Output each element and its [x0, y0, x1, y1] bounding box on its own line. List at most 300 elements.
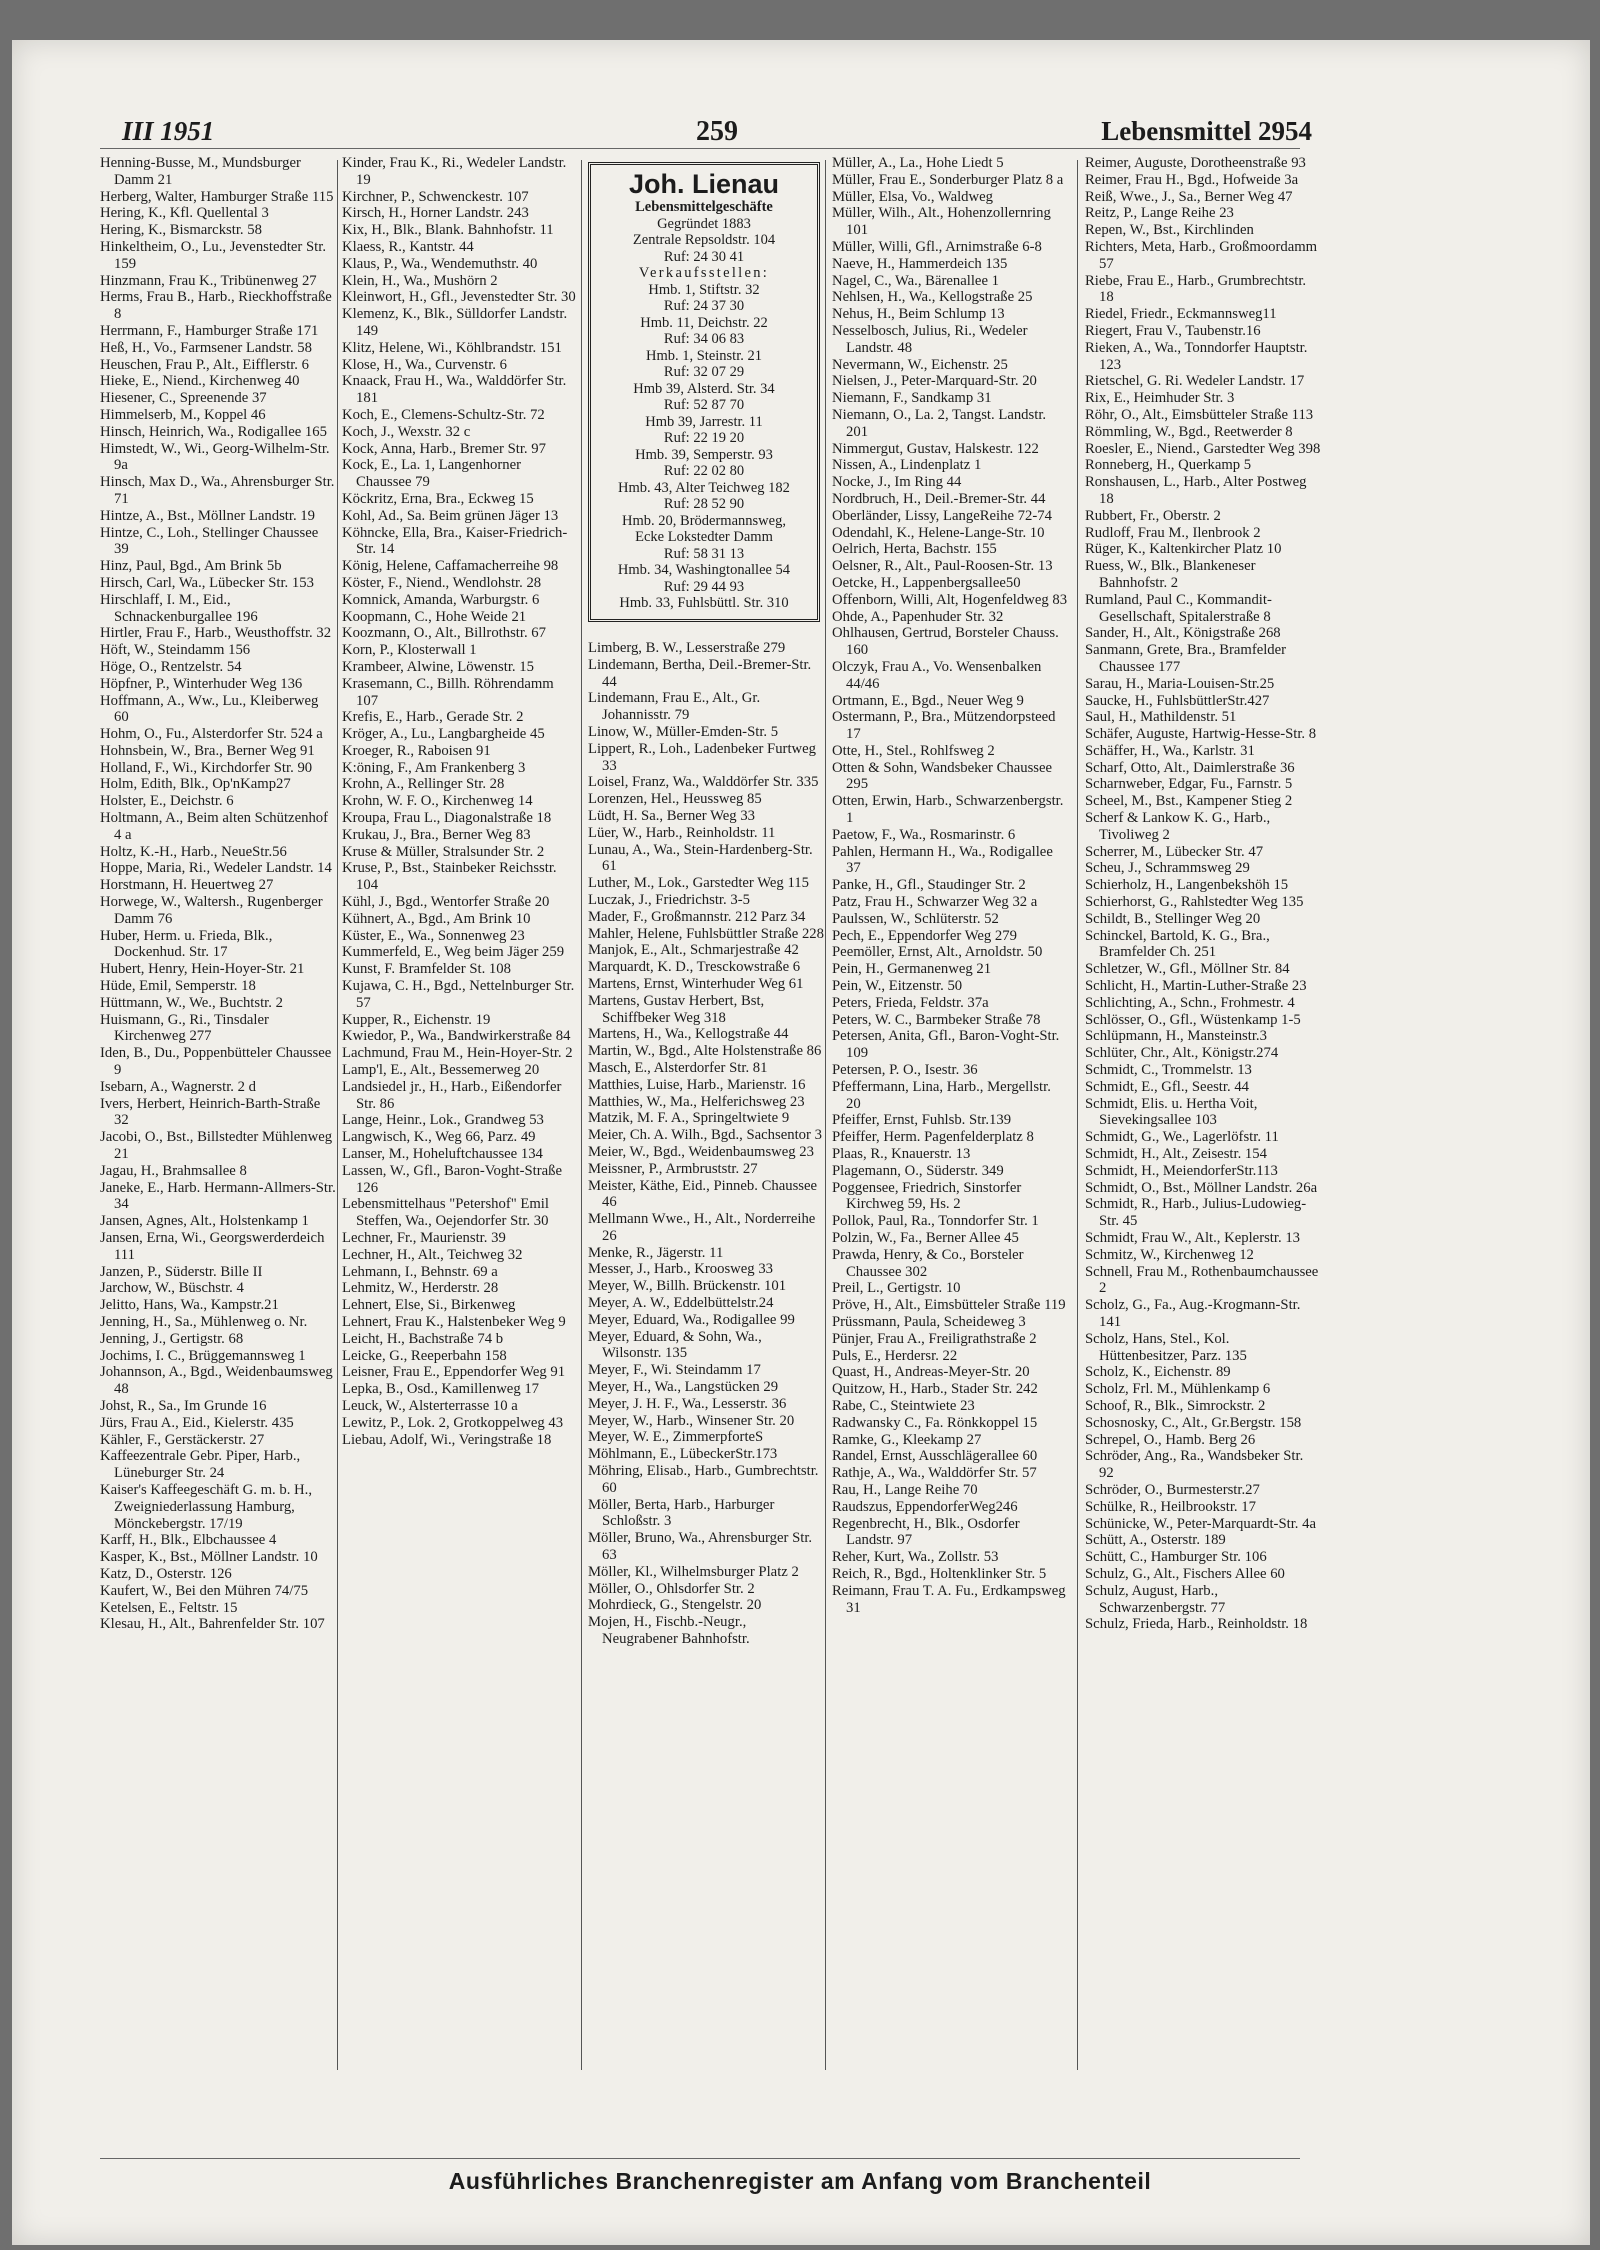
directory-entry: Meyer, Eduard, Wa., Rodigallee 99 [588, 1311, 795, 1328]
directory-entry: Leicke, G., Reeperbahn 158 [342, 1347, 507, 1364]
directory-entry: Hinzmann, Frau K., Tribünenweg 27 [100, 272, 317, 289]
directory-entry: Henning-Busse, M., Mundsburger Damm 21 [100, 155, 301, 188]
directory-entry: Menke, R., Jägerstr. 11 [588, 1244, 724, 1261]
directory-entry: Kock, Anna, Harb., Bremer Str. 97 [342, 440, 546, 457]
directory-entry: Raudszus, EppendorferWeg246 [832, 1498, 1018, 1515]
directory-entry: Rau, H., Lange Reihe 70 [832, 1481, 978, 1498]
directory-entry: Matthies, W., Ma., Helferichsweg 23 [588, 1093, 805, 1110]
directory-entry: Koozmann, O., Alt., Billrothstr. 67 [342, 625, 546, 642]
directory-entry: K:öning, F., Am Frankenberg 3 [342, 759, 526, 776]
directory-entry: Odendahl, K., Helene-Lange-Str. 10 [832, 524, 1045, 541]
ad-address-line: Hmb. 20, Brödermannsweg, [622, 512, 786, 529]
ad-address-line: Hmb 39, Alsterd. Str. 34 [633, 380, 775, 397]
directory-entry: Scharf, Otto, Alt., Daimlerstraße 36 [1085, 759, 1295, 776]
directory-entry: Möller, Berta, Harb., Harburger Schloßstr. 3 [588, 1496, 775, 1530]
directory-entry: Nocke, J., Im Ring 44 [832, 474, 962, 491]
directory-entry: Krohn, W. F. O., Kirchenweg 14 [342, 793, 533, 810]
directory-entry: Scholz, K., Eichenstr. 89 [1085, 1364, 1231, 1381]
directory-entry: Müller, Elsa, Vo., Waldweg [832, 188, 993, 205]
directory-entry: Küster, E., Wa., Sonnenweg 23 [342, 927, 525, 944]
directory-entry: Hohm, O., Fu., Alsterdorfer Str. 524 a [100, 726, 323, 743]
directory-entry: Prawda, Henry, & Co., Borsteler Chaussee 302 [832, 1246, 1024, 1280]
directory-entry: Köster, F., Niend., Wendlohstr. 28 [342, 574, 542, 591]
directory-entry: Schülke, R., Heilbrookstr. 17 [1085, 1498, 1256, 1515]
directory-entry: Lehnert, Else, Si., Birkenweg [342, 1297, 516, 1314]
directory-entry: Puls, E., Herdersr. 22 [832, 1347, 958, 1364]
directory-entry: Kohl, Ad., Sa. Beim grünen Jäger 13 [342, 507, 559, 524]
directory-entry: Klaus, P., Wa., Wendemuthstr. 40 [342, 255, 538, 272]
directory-entry: Lippert, R., Loh., Ladenbeker Furtweg 33 [588, 740, 817, 774]
directory-entry: Polzin, W., Fa., Berner Allee 45 [832, 1230, 1019, 1246]
directory-entry: Lange, Heinr., Lok., Grandweg 53 [342, 1112, 544, 1129]
directory-entry: Kujawa, C. H., Bgd., Nettelnburger Str. 57 [342, 978, 575, 1011]
directory-entry: Lassen, W., Gfl., Baron-Voght-Straße 126 [342, 1162, 563, 1196]
directory-entry: Schoof, R., Blk., Simrockstr. 2 [1085, 1397, 1266, 1414]
directory-entry: Quast, H., Andreas-Meyer-Str. 20 [832, 1364, 1030, 1381]
directory-entry: Lamp'l, E., Alt., Bessemerweg 20 [342, 1062, 540, 1079]
directory-entry: Müller, Willi, Gfl., Arnimstraße 6-8 [832, 238, 1042, 255]
directory-entry: Plagemann, O., Süderstr. 349 [832, 1162, 1004, 1179]
directory-entry: Pröve, H., Alt., Eimsbütteler Straße 119 [832, 1297, 1066, 1314]
directory-entry: Reher, Kurt, Wa., Zollstr. 53 [832, 1549, 999, 1566]
directory-entry: Kaufert, W., Bei den Mühren 74/75 [100, 1582, 309, 1599]
ad-address-line: Hmb. 1, Stiftstr. 32 [648, 281, 760, 298]
directory-entry: Ohde, A., Papenhuder Str. 32 [832, 608, 1004, 625]
directory-entry: Krukau, J., Bra., Berner Weg 83 [342, 826, 531, 843]
ad-address-line: Hmb 39, Jarrestr. 11 [645, 413, 763, 430]
directory-entry: Rathje, A., Wa., Walddörfer Str. 57 [832, 1465, 1037, 1482]
directory-entry: Jansen, Erna, Wi., Georgswerderdeich 111 [100, 1230, 325, 1263]
directory-entry: Limberg, B. W., Lesserstraße 279 [588, 640, 786, 656]
directory-entry: Schmidt, G., We., Lagerlöfstr. 11 [1085, 1129, 1279, 1146]
directory-entry: Schütt, A., Osterstr. 189 [1085, 1532, 1226, 1549]
directory-entry: Matthies, Luise, Harb., Marienstr. 16 [588, 1076, 806, 1093]
top-rule [100, 148, 1300, 149]
column-rule [581, 160, 582, 2070]
directory-entry: Höpfner, P., Winterhuder Weg 136 [100, 675, 303, 692]
directory-entry: Ramke, G., Kleekamp 27 [832, 1431, 982, 1448]
directory-entry: Lepka, B., Osd., Kamillenweg 17 [342, 1381, 540, 1398]
directory-entry: Meyer, W., Harb., Winsener Str. 20 [588, 1412, 795, 1429]
listing-column-1 [100, 155, 336, 1633]
directory-entry: Repen, W., Bst., Kirchlinden [1085, 222, 1254, 239]
directory-entry: Schünicke, W., Peter-Marquardt-Str. 4a [1085, 1515, 1316, 1532]
directory-entry: Koch, J., Wexstr. 32 c [342, 423, 471, 440]
directory-entry: Kruse & Müller, Stralsunder Str. 2 [342, 843, 545, 860]
directory-entry: Höft, W., Steindamm 156 [100, 642, 251, 659]
directory-entry: Schlicht, H., Martin-Luther-Straße 23 [1085, 978, 1307, 995]
directory-entry: Karff, H., Blk., Elbchaussee 4 [100, 1532, 277, 1549]
directory-entry: Ronshausen, L., Harb., Alter Postweg 18 [1085, 474, 1307, 507]
directory-entry: Herms, Frau B., Harb., Rieckhoffstraße 8 [100, 289, 332, 323]
directory-entry: Ohlhausen, Gertrud, Borsteler Chauss. 160 [832, 625, 1059, 659]
directory-entry: Kleinwort, H., Gfl., Jevenstedter Str. 30 [342, 289, 576, 306]
directory-entry: Hirsch, Carl, Wa., Lübecker Str. 153 [100, 574, 314, 591]
directory-entry: Prüssmann, Paula, Scheideweg 3 [832, 1313, 1026, 1330]
directory-entry: Schulz, G., Alt., Fischers Allee 60 [1085, 1565, 1285, 1582]
directory-entry: Meister, Käthe, Eid., Pinneb. Chaussee 46 [588, 1177, 818, 1211]
column-rule [825, 160, 826, 2070]
directory-entry: Lunau, A., Wa., Stein-Hardenberg-Str. 61 [588, 841, 813, 875]
directory-entry: Luther, M., Lok., Garstedter Weg 115 [588, 875, 809, 892]
directory-entry: Jarchow, W., Büschstr. 4 [100, 1280, 244, 1297]
directory-entry: Martin, W., Bgd., Alte Holstenstraße 86 [588, 1043, 822, 1060]
directory-entry: Niemann, O., La. 2, Tangst. Landstr. 201 [832, 406, 1047, 440]
directory-entry: Reich, R., Bgd., Holtenklinker Str. 5 [832, 1565, 1047, 1582]
directory-entry: Langwisch, K., Weg 66, Parz. 49 [342, 1129, 536, 1146]
ad-address-line: Ruf: 22 19 20 [663, 430, 745, 446]
directory-entry: Scherf & Lankow K. G., Harb., Tivoliweg 2 [1085, 810, 1271, 843]
directory-entry: Lanser, M., Hoheluftchaussee 134 [342, 1146, 543, 1163]
ad-address-line: Ruf: 52 87 70 [663, 397, 745, 413]
ad-tagline: Lebensmittelgeschäfte [635, 199, 773, 215]
directory-entry: Hirschlaff, I. M., Eid., Schnackenburgallee 196 [100, 591, 258, 625]
directory-entry: Oelsner, R., Alt., Paul-Roosen-Str. 13 [832, 558, 1053, 575]
directory-entry: Möller, Kl., Wilhelmsburger Platz 2 [588, 1563, 799, 1580]
directory-entry: Nagel, C., Wa., Bärenallee 1 [832, 272, 999, 289]
directory-entry: Nielsen, J., Peter-Marquard-Str. 20 [832, 373, 1037, 390]
directory-entry: Heß, H., Vo., Farmsener Landstr. 58 [100, 339, 312, 356]
directory-entry: Randel, Ernst, Ausschlägerallee 60 [832, 1448, 1038, 1465]
directory-entry: Möhring, Elisab., Harb., Gumbrechtstr. 60 [588, 1463, 819, 1496]
directory-entry: Masch, E., Alsterdorfer Str. 81 [588, 1059, 768, 1076]
directory-entry: Petersen, Anita, Gfl., Baron-Voght-Str. 109 [832, 1028, 1060, 1062]
directory-entry: Schildt, B., Stellinger Weg 20 [1085, 910, 1261, 927]
directory-entry: Nissen, A., Lindenplatz 1 [832, 457, 982, 474]
directory-entry: Riebe, Frau E., Harb., Grumbrechtstr. 18 [1085, 272, 1307, 306]
directory-entry: Pein, W., Eitzenstr. 50 [832, 978, 963, 995]
directory-entry: Schmidt, H., Alt., Zeisestr. 154 [1085, 1146, 1267, 1163]
directory-entry: Peters, W. C., Barmbeker Straße 78 [832, 1011, 1041, 1028]
directory-entry: Nordbruch, H., Deil.-Bremer-Str. 44 [832, 490, 1046, 507]
directory-entry: Otten & Sohn, Wandsbeker Chaussee 295 [832, 759, 1053, 793]
ad-founded: Gegründet 1883 [657, 215, 751, 232]
directory-entry: Messer, J., Harb., Kroosweg 33 [588, 1261, 774, 1278]
directory-entry: Niemann, F., Sandkamp 31 [832, 390, 992, 407]
directory-entry: Pein, H., Germanenweg 21 [832, 961, 992, 978]
directory-entry: Poggensee, Friedrich, Sinstorfer Kirchweg 59, Hs. 2 [832, 1179, 1022, 1213]
directory-entry: Mohrdieck, G., Stengelstr. 20 [588, 1597, 762, 1614]
directory-entry: Müller, Wilh., Alt., Hohenzollernring 101 [832, 205, 1051, 239]
directory-entry: Kix, H., Blk., Blank. Bahnhofstr. 11 [342, 222, 554, 239]
ad-address-line: Ruf: 34 06 83 [663, 331, 745, 347]
directory-entry: Himmelserb, M., Koppel 46 [100, 406, 266, 423]
directory-entry: Nimmergut, Gustav, Halskestr. 122 [832, 440, 1039, 457]
directory-entry: Ortmann, E., Bgd., Neuer Weg 9 [832, 692, 1024, 709]
listing-column-4 [832, 155, 1068, 1616]
page-header [122, 116, 1312, 156]
directory-entry: Schmidt, E., Gfl., Seestr. 44 [1085, 1078, 1250, 1095]
directory-entry: Lüer, W., Harb., Reinholdstr. 11 [588, 824, 776, 841]
directory-entry: Hoffmann, A., Ww., Lu., Kleiberweg 60 [100, 692, 319, 726]
directory-entry: Lorenzen, Hel., Heussweg 85 [588, 791, 762, 808]
directory-entry: Paulssen, W., Schlüterstr. 52 [832, 910, 999, 927]
footer-notice: Ausführliches Branchenregister am Anfang vom Branchenteil [448, 2168, 1152, 2194]
directory-entry: Meyer, W., Billh. Brückenstr. 101 [588, 1278, 787, 1295]
directory-entry: Holland, F., Wi., Kirchdorfer Str. 90 [100, 759, 313, 776]
directory-entry: Preil, L., Gertigstr. 10 [832, 1280, 961, 1297]
directory-entry: Rubbert, Fr., Oberstr. 2 [1085, 507, 1221, 524]
directory-entry: Kwiedor, P., Wa., Bandwirkerstraße 84 [342, 1028, 571, 1045]
ad-address-line: Ruf: 29 44 93 [663, 578, 745, 595]
ad-address-line: Zentrale Repsoldstr. 104 [632, 232, 776, 248]
directory-entry: Luczak, J., Friedrichstr. 3-5 [588, 891, 750, 908]
directory-entry: Olczyk, Frau A., Vo. Wensenbalken 44/46 [832, 658, 1042, 692]
ad-address-line: Ruf: 22 02 80 [663, 463, 745, 479]
directory-entry: Lüdt, H. Sa., Berner Weg 33 [588, 807, 756, 824]
column-rule [337, 160, 338, 2070]
directory-entry: Naeve, H., Hammerdeich 135 [832, 255, 1008, 272]
directory-entry: Meyer, J. H. F., Wa., Lesserstr. 36 [588, 1395, 787, 1412]
directory-entry: Meier, W., Bgd., Weidenbaumsweg 23 [588, 1143, 814, 1160]
directory-entry: Hintze, A., Bst., Möllner Landstr. 19 [100, 507, 315, 524]
directory-entry: Mojen, H., Fischb.-Neugr., Neugrabener Bahnhofstr. [588, 1614, 750, 1648]
ad-address-line: Hmb. 33, Fuhlsbüttl. Str. 310 [619, 595, 789, 611]
directory-entry: Kähler, F., Gerstäckerstr. 27 [100, 1431, 265, 1448]
directory-entry: Pfeiffer, Ernst, Fuhlsb. Str.139 [832, 1112, 1012, 1129]
directory-entry: Klitz, Helene, Wi., Köhlbrandstr. 151 [342, 339, 562, 356]
directory-entry: Johst, R., Sa., Im Grunde 16 [100, 1397, 267, 1414]
directory-entry: Lachmund, Frau M., Hein-Hoyer-Str. 2 [342, 1045, 573, 1062]
directory-entry: Lewitz, P., Lok. 2, Grotkoppelweg 43 [342, 1414, 564, 1431]
directory-entry: Knaack, Frau H., Wa., Walddörfer Str. 181 [342, 373, 567, 407]
ad-address-line: Ruf: 32 07 29 [663, 364, 745, 380]
directory-entry: Hohnsbein, W., Bra., Berner Weg 91 [100, 742, 315, 759]
directory-entry: Martens, H., Wa., Kellogstraße 44 [588, 1026, 789, 1043]
directory-entry: Jacobi, O., Bst., Billstedter Mühlenweg 21 [100, 1129, 333, 1163]
directory-entry: Riegert, Frau V., Taubenstr.16 [1085, 322, 1261, 339]
directory-entry: Pech, E., Eppendorfer Weg 279 [832, 927, 1017, 944]
directory-entry: Krohn, A., Rellinger Str. 28 [342, 776, 505, 793]
ad-address-line: Hmb. 1, Steinstr. 21 [645, 347, 762, 364]
directory-entry: Hieke, E., Niend., Kirchenweg 40 [100, 373, 300, 390]
directory-entry: Himstedt, W., Wi., Georg-Wilhelm-Str. 9a [100, 440, 330, 474]
directory-entry: Holtmann, A., Beim alten Schützenhof 4 a [100, 810, 329, 843]
directory-entry: Horwege, W., Waltersh., Rugenberger Damm 76 [100, 894, 323, 927]
directory-entry: Kinder, Frau K., Ri., Wedeler Landstr. 19 [342, 155, 567, 188]
directory-entry: Hinz, Paul, Bgd., Am Brink 5b [100, 558, 282, 575]
directory-entry: Martens, Gustav Herbert, Bst, Schiffbeker Weg 318 [588, 992, 765, 1026]
directory-entry: Kock, E., La. 1, Langenhorner Chaussee 79 [342, 457, 522, 491]
directory-entry: Scholz, G., Fa., Aug.-Krogmann-Str. 141 [1085, 1297, 1301, 1330]
directory-entry: Kühl, J., Bgd., Wentorfer Straße 20 [342, 894, 550, 911]
directory-entry: Sanmann, Grete, Bra., Bramfelder Chaussee 177 [1085, 642, 1287, 675]
header-section: Lebensmittel 2954 [1101, 116, 1312, 146]
directory-entry: Reitz, P., Lange Reihe 23 [1085, 205, 1234, 222]
column-rule [1077, 160, 1078, 2070]
directory-entry: Höge, O., Rentzelstr. 54 [100, 658, 242, 675]
directory-entry: Ruess, W., Blk., Blankeneser Bahnhofstr. 2 [1085, 558, 1256, 591]
directory-entry: Klaess, R., Kantstr. 44 [342, 238, 474, 255]
directory-entry: Pahlen, Hermann H., Wa., Rodigallee 37 [832, 843, 1053, 877]
directory-entry: Rix, E., Heimhuder Str. 3 [1085, 390, 1235, 407]
directory-entry: Ronneberg, H., Querkamp 5 [1085, 457, 1252, 474]
directory-entry: Scherrer, M., Lübecker Str. 47 [1085, 843, 1264, 860]
ad-address-line: Ruf: 24 37 30 [663, 298, 745, 314]
directory-entry: Koch, E., Clemens-Schultz-Str. 72 [342, 406, 545, 423]
directory-entry: Jelitto, Hans, Wa., Kampstr.21 [100, 1297, 279, 1314]
directory-entry: Lehmann, I., Behnstr. 69 a [342, 1263, 498, 1280]
directory-entry: Patz, Frau H., Schwarzer Weg 32 a [832, 894, 1038, 911]
directory-entry: Schlüpmann, H., Mansteinstr.3 [1085, 1028, 1267, 1045]
directory-entry: Hinsch, Max D., Wa., Ahrensburger Str. 71 [100, 474, 335, 507]
directory-entry: Schosnosky, C., Alt., Gr.Bergstr. 158 [1085, 1414, 1302, 1431]
directory-entry: Leuck, W., Alsterterrasse 10 a [342, 1397, 518, 1414]
directory-entry: Iden, B., Du., Poppenbütteler Chaussee 9 [100, 1045, 332, 1079]
directory-entry: Hintze, C., Loh., Stellinger Chaussee 39 [100, 524, 319, 558]
directory-entry: Matzik, M. F. A., Springeltwiete 9 [588, 1110, 790, 1127]
directory-entry: Rietschel, G. Ri. Wedeler Landstr. 17 [1085, 373, 1305, 390]
directory-entry: Meyer, Eduard, & Sohn, Wa., Wilsonstr. 135 [588, 1328, 762, 1362]
directory-entry: Scharnweber, Edgar, Fu., Farnstr. 5 [1085, 776, 1293, 793]
directory-entry: Roesler, E., Niend., Garstedter Weg 398 [1085, 440, 1321, 457]
directory-entry: Huber, Herm. u. Frieda, Blk., Dockenhud. Str. 17 [100, 927, 273, 961]
directory-entry: Oetcke, H., Lappenbergsallee50 [832, 574, 1021, 591]
directory-entry: Peters, Frieda, Feldstr. 37a [832, 994, 989, 1011]
directory-entry: Rudloff, Frau M., Ilenbrook 2 [1085, 524, 1261, 541]
directory-entry: Mellmann Wwe., H., Alt., Norderreihe 26 [588, 1211, 816, 1244]
ad-address-line: Ruf: 28 52 90 [663, 496, 745, 512]
directory-entry: Liebau, Adolf, Wi., Veringstraße 18 [342, 1431, 552, 1448]
directory-entry: Herberg, Walter, Hamburger Straße 115 [100, 188, 334, 205]
directory-entry: Schmidt, O., Bst., Möllner Landstr. 26a [1085, 1179, 1318, 1196]
directory-entry: Mader, F., Großmannstr. 212 Parz 34 [588, 908, 806, 925]
directory-entry: Sarau, H., Maria-Louisen-Str.25 [1085, 675, 1275, 692]
ad-address-line: Ruf: 58 31 13 [663, 545, 745, 562]
directory-entry: Rüger, K., Kaltenkircher Platz 10 [1085, 541, 1282, 558]
directory-entry: Isebarn, A., Wagnerstr. 2 d [100, 1078, 256, 1095]
directory-entry: Nesselbosch, Julius, Ri., Wedeler Landstr. 48 [832, 322, 1028, 356]
directory-entry: Möhlmann, E., LübeckerStr.173 [588, 1446, 778, 1463]
directory-entry: Korn, P., Klosterwall 1 [342, 642, 477, 659]
directory-entry: Rabe, C., Steintwiete 23 [832, 1397, 975, 1414]
directory-entry: Saul, H., Mathildenstr. 51 [1085, 709, 1237, 726]
directory-entry: Scholz, Frl. M., Mühlenkamp 6 [1085, 1381, 1271, 1398]
directory-entry: Meyer, H., Wa., Langstücken 29 [588, 1379, 779, 1396]
ad-address-line: Verkaufsstellen: [638, 265, 770, 281]
directory-entry: Pollok, Paul, Ra., Tonndorfer Str. 1 [832, 1213, 1039, 1230]
directory-entry: Schnell, Frau M., Rothenbaumchaussee 2 [1085, 1263, 1319, 1297]
directory-entry: Schmidt, Elis. u. Hertha Voit, Sievekingsallee 103 [1085, 1095, 1258, 1129]
directory-entry: Klesau, H., Alt., Bahrenfelder Str. 107 [100, 1616, 325, 1633]
directory-entry: Nehus, H., Beim Schlump 13 [832, 306, 1005, 323]
directory-entry: Schäfer, Auguste, Hartwig-Hesse-Str. 8 [1085, 726, 1317, 743]
directory-entry: Krefis, E., Harb., Gerade Str. 2 [342, 709, 524, 726]
directory-entry: Kröger, A., Lu., Langbargheide 45 [342, 726, 545, 743]
directory-entry: Kirchner, P., Schwenckestr. 107 [342, 188, 529, 205]
directory-entry: Nevermann, W., Eichenstr. 25 [832, 356, 1008, 373]
directory-entry: Reiß, Wwe., J., Sa., Berner Weg 47 [1085, 188, 1293, 205]
directory-entry: Lehnert, Frau K., Halstenbeker Weg 9 [342, 1313, 566, 1330]
directory-entry: Krasemann, C., Billh. Röhrendamm 107 [342, 675, 554, 709]
directory-entry: Jürs, Frau A., Eid., Kielerstr. 435 [100, 1414, 294, 1431]
directory-entry: Hirtler, Frau F., Harb., Weusthoffstr. 32 [100, 625, 332, 642]
directory-entry: Ketelsen, E., Feltstr. 15 [100, 1599, 238, 1616]
directory-entry: Schinckel, Bartold, K. G., Bra., Bramfelder Ch. 251 [1085, 927, 1270, 961]
directory-entry: Richters, Meta, Harb., Großmoordamm 57 [1085, 238, 1318, 272]
directory-entry: Kupper, R., Eichenstr. 19 [342, 1011, 491, 1028]
directory-entry: Huismann, G., Ri., Tinsdaler Kirchenweg 277 [100, 1011, 269, 1045]
directory-entry: Riedel, Friedr., Eckmannsweg11 [1085, 306, 1277, 323]
directory-entry: Röhr, O., Alt., Eimsbütteler Straße 113 [1085, 406, 1314, 423]
directory-entry: Müller, A., La., Hohe Liedt 5 [832, 155, 1004, 171]
directory-entry: Scheel, M., Bst., Kampener Stieg 2 [1085, 793, 1293, 810]
directory-entry: Schütt, C., Hamburger Str. 106 [1085, 1549, 1267, 1566]
directory-entry: Reimer, Frau H., Bgd., Hofweide 3a [1085, 171, 1299, 188]
directory-entry: Schröder, Ang., Ra., Wandsbeker Str. 92 [1085, 1448, 1304, 1482]
directory-entry: Reimer, Auguste, Dorotheenstraße 93 [1085, 155, 1306, 171]
listing-column-5 [1085, 155, 1321, 1633]
directory-entry: Meyer, F., Wi. Steindamm 17 [588, 1362, 761, 1379]
directory-entry: Paetow, F., Wa., Rosmarinstr. 6 [832, 826, 1016, 843]
directory-entry: Pünjer, Frau A., Freiligrathstraße 2 [832, 1330, 1037, 1347]
directory-entry: Scholz, Hans, Stel., Kol. Hüttenbesitzer, Parz. 135 [1085, 1330, 1247, 1364]
directory-entry: Kaiser's Kaffeegeschäft G. m. b. H., Zweigniederlassung Hamburg, Mönckebergstr. 17/19 [100, 1481, 313, 1532]
listing-column-3 [588, 640, 824, 1648]
directory-entry: Regenbrecht, H., Blk., Osdorfer Landstr. 97 [832, 1515, 1020, 1549]
directory-entry: Lehmitz, W., Herderstr. 28 [342, 1280, 499, 1297]
directory-entry: Mahler, Helene, Fuhlsbüttler Straße 228 [588, 925, 824, 942]
directory-entry: Leicht, H., Bachstraße 74 b [342, 1330, 504, 1347]
directory-entry: Meyer, W. E., ZimmerpforteS [588, 1429, 764, 1446]
directory-entry: Scheu, J., Schrammsweg 29 [1085, 860, 1250, 877]
directory-entry: Saucke, H., FuhlsbüttlerStr.427 [1085, 692, 1270, 709]
directory-entry: Ivers, Herbert, Heinrich-Barth-Straße 32 [100, 1095, 321, 1129]
directory-entry: Plaas, R., Knauerstr. 13 [832, 1146, 971, 1163]
directory-entry: Koopmann, C., Hohe Weide 21 [342, 608, 527, 625]
directory-entry: Schierholz, H., Langenbekshöh 15 [1085, 877, 1289, 894]
page-number: 259 [696, 116, 738, 147]
directory-entry: Pfeiffer, Herm. Pagenfelderplatz 8 [832, 1129, 1034, 1146]
directory-entry: Otte, H., Stel., Rohlfsweg 2 [832, 742, 995, 759]
directory-entry: Jenning, J., Gertigstr. 68 [100, 1330, 244, 1347]
directory-entry: Hering, K., Kfl. Quellental 3 [100, 205, 269, 222]
directory-entry: Schmidt, C., Trommelstr. 13 [1085, 1062, 1252, 1079]
directory-entry: Möller, O., Ohlsdorfer Str. 2 [588, 1580, 755, 1597]
directory-entry: Quitzow, H., Harb., Stader Str. 242 [832, 1381, 1038, 1398]
directory-entry: Jenning, H., Sa., Mühlenweg o. Nr. [100, 1313, 308, 1330]
directory-entry: Hüttmann, W., We., Buchtstr. 2 [100, 994, 283, 1011]
directory-entry: Leisner, Frau E., Eppendorfer Weg 91 [342, 1364, 566, 1381]
directory-entry: Komnick, Amanda, Warburgstr. 6 [342, 591, 540, 608]
directory-entry: Klemenz, K., Blk., Sülldorfer Landstr. 149 [342, 306, 568, 339]
directory-entry: Martens, Ernst, Winterhuder Weg 61 [588, 975, 804, 992]
directory-entry: Schlüter, Chr., Alt., Königstr.274 [1085, 1045, 1279, 1062]
directory-entry: Kirsch, H., Horner Landstr. 243 [342, 205, 529, 222]
directory-entry: Kroeger, R., Raboisen 91 [342, 742, 491, 759]
header-volume-year: III 1951 [122, 116, 215, 146]
directory-entry: Meier, Ch. A. Wilh., Bgd., Sachsentor 3 [588, 1127, 822, 1144]
directory-entry: Schulz, Frieda, Harb., Reinholdstr. 18 [1085, 1616, 1308, 1633]
directory-entry: Hoppe, Maria, Ri., Wedeler Landstr. 14 [100, 860, 332, 877]
directory-entry: Lechner, Fr., Maurienstr. 39 [342, 1230, 506, 1246]
directory-entry: Janeke, E., Harb. Hermann-Allmers-Str. 34 [100, 1179, 336, 1213]
directory-entry: Schröder, O., Burmesterstr.27 [1085, 1481, 1260, 1498]
directory-entry: Johannson, A., Bgd., Weidenbaumsweg 48 [100, 1364, 333, 1398]
directory-entry: Kroupa, Frau L., Diagonalstraße 18 [342, 810, 552, 827]
ad-address-line: Hmb. 34, Washingtonallee 54 [617, 562, 791, 578]
ad-address-line: Ruf: 24 30 41 [663, 248, 745, 265]
directory-entry: Schmidt, H., MeiendorferStr.113 [1085, 1162, 1278, 1179]
ad-address-line: Ecke Lokstedter Damm [635, 529, 773, 545]
directory-entry: Rumland, Paul C., Kommandit-Gesellschaft, Spitalerstraße 8 [1085, 591, 1272, 625]
directory-entry: Schlösser, O., Gfl., Wüstenkamp 1-5 [1085, 1011, 1301, 1028]
directory-entry: Lindemann, Frau E., Alt., Gr. Johannisstr. 79 [588, 690, 761, 724]
directory-entry: Holtz, K.-H., Harb., NeueStr.56 [100, 843, 287, 860]
directory-entry: Herrmann, F., Hamburger Straße 171 [100, 322, 319, 339]
directory-entry: Kasper, K., Bst., Möllner Landstr. 10 [100, 1549, 318, 1566]
directory-entry: Petersen, P. O., Isestr. 36 [832, 1062, 978, 1079]
